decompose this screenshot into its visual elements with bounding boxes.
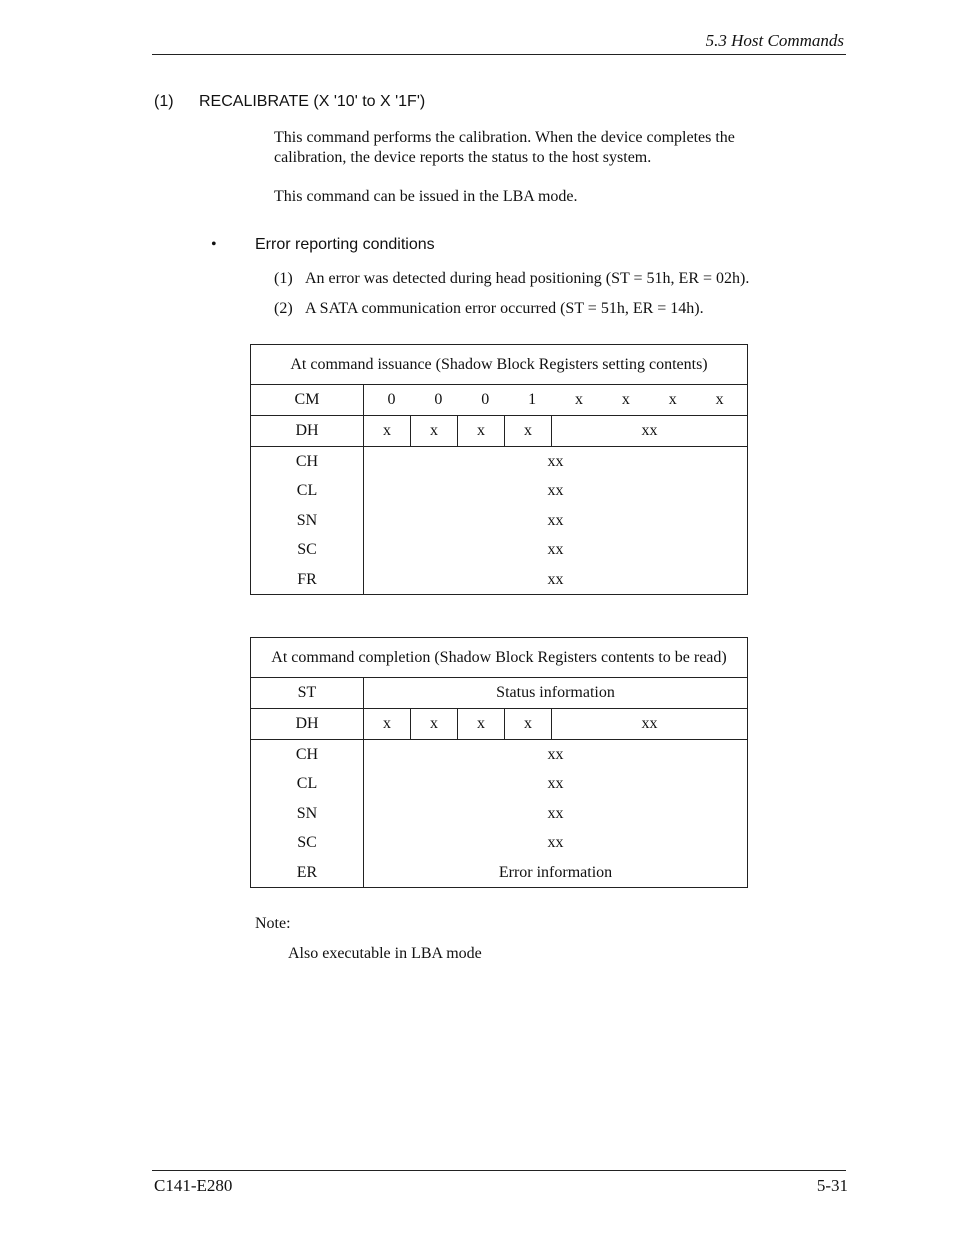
- register-label: FR: [297, 570, 317, 588]
- register-labels-group: [251, 447, 364, 595]
- footer-rule: [152, 1170, 846, 1171]
- register-value: Error information: [498, 863, 613, 881]
- register-value: xx: [547, 482, 564, 500]
- cm-bit: 0: [481, 391, 490, 408]
- table-caption: At command completion (Shadow Block Registers contents to be read): [251, 638, 748, 678]
- bullet-marker: •: [211, 236, 217, 253]
- register-values-group: [364, 447, 748, 595]
- register-label: CH: [295, 453, 319, 471]
- dh-rest-value: xx: [552, 709, 748, 740]
- section-title: RECALIBRATE (X '10' to X '1F'): [199, 93, 426, 110]
- register-label: ER: [296, 863, 318, 881]
- cm-bit: x: [668, 391, 677, 408]
- register-label-dh: DH: [251, 709, 364, 740]
- register-value: xx: [547, 453, 564, 471]
- description-line-1: This command performs the calibration. When the device completes the: [274, 129, 735, 146]
- cm-bit-values: [364, 385, 748, 416]
- cm-bit: 0: [434, 391, 443, 408]
- cm-bit: 0: [387, 391, 396, 408]
- dh-rest-value: xx: [552, 416, 748, 447]
- error-conditions-heading: Error reporting conditions: [255, 236, 435, 253]
- register-value: xx: [547, 834, 564, 852]
- cm-bit: 1: [528, 391, 537, 408]
- dh-bit: x: [505, 416, 552, 447]
- register-label: SC: [297, 541, 317, 559]
- condition-text: A SATA communication error occurred (ST = 51h, ER = 14h).: [305, 300, 704, 317]
- cm-bit: x: [621, 391, 630, 408]
- register-values-group: [364, 740, 748, 888]
- note-text: Also executable in LBA mode: [288, 945, 482, 962]
- running-header: 5.3 Host Commands: [705, 31, 844, 50]
- table-caption: At command issuance (Shadow Block Registers setting contents): [251, 345, 748, 385]
- issuance-register-table: [250, 344, 748, 595]
- lba-mode-paragraph: This command can be issued in the LBA mode.: [274, 188, 578, 205]
- status-value: Status information: [364, 678, 748, 709]
- dh-bit: x: [458, 709, 505, 740]
- register-label: CL: [296, 775, 318, 793]
- document-id: C141-E280: [154, 1176, 233, 1195]
- condition-number: (1): [274, 270, 293, 287]
- header-rule: [152, 54, 846, 55]
- dh-bit: x: [458, 416, 505, 447]
- dh-bit: x: [364, 416, 411, 447]
- register-value: xx: [547, 746, 564, 764]
- register-value: xx: [547, 541, 564, 559]
- register-label-cm: CM: [251, 385, 364, 416]
- register-label-dh: DH: [251, 416, 364, 447]
- condition-number: (2): [274, 300, 293, 317]
- register-label: SN: [296, 804, 318, 822]
- page-number: 5-31: [816, 1176, 848, 1195]
- register-label: CL: [296, 482, 318, 500]
- register-value: xx: [547, 775, 564, 793]
- condition-text: An error was detected during head positioning (ST = 51h, ER = 02h).: [305, 270, 750, 287]
- dh-bit: x: [411, 709, 458, 740]
- register-label: SN: [296, 511, 318, 529]
- cm-bit: x: [574, 391, 583, 408]
- cm-bit: x: [715, 391, 724, 408]
- dh-bit: x: [364, 709, 411, 740]
- register-value: xx: [547, 511, 564, 529]
- register-label: CH: [295, 746, 319, 764]
- dh-bit: x: [411, 416, 458, 447]
- register-value: xx: [547, 804, 564, 822]
- register-label-st: ST: [251, 678, 364, 709]
- register-label: SC: [297, 834, 317, 852]
- description-line-2: calibration, the device reports the status to the host system.: [274, 149, 652, 166]
- completion-register-table: [250, 637, 748, 888]
- dh-bit: x: [505, 709, 552, 740]
- section-number: (1): [154, 93, 174, 110]
- register-value: xx: [547, 570, 564, 588]
- note-label: Note:: [255, 915, 291, 932]
- register-labels-group: [251, 740, 364, 888]
